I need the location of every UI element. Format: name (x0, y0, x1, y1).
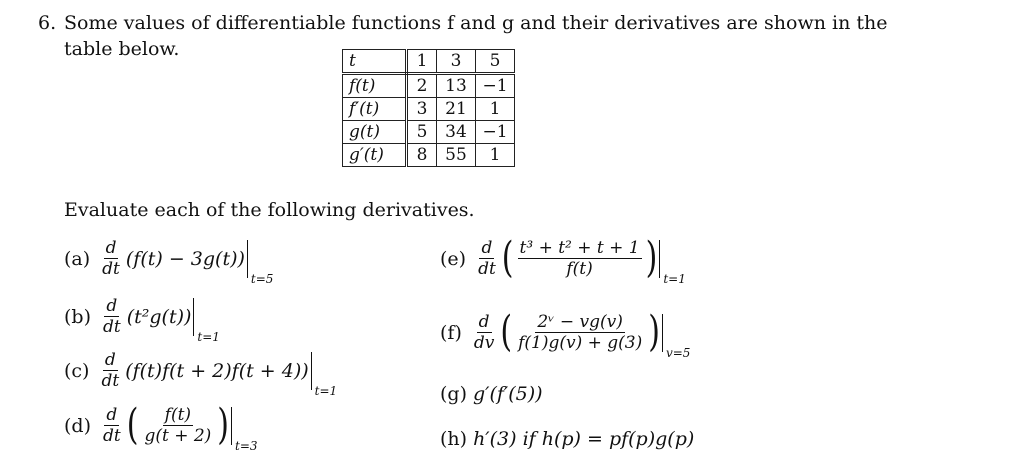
part-d (64, 400, 258, 453)
part-c-expression: (f(t)f(t + 2)f(t + 4)) (125, 359, 309, 382)
problem-number: 6. (38, 12, 57, 34)
part-f-fraction: $\frac{\text{2ᵛ − vg(v)}}{f(1)g(v) + g(3)}$ (518, 312, 643, 353)
part-f-label: (f) (440, 321, 462, 344)
part-a (64, 238, 274, 286)
table-cell: 5 (407, 121, 437, 144)
table-row (343, 98, 515, 121)
part-d-label: (d) (64, 414, 91, 437)
table-row-header: g(t) (343, 121, 407, 144)
part-d-left-paren: ( (126, 400, 139, 450)
table-row-header: f(t) (343, 74, 407, 98)
part-b-evaluation-point: t=1 (197, 329, 220, 344)
part-f-left-paren: ( (500, 307, 513, 357)
table-cell: 1 (476, 144, 515, 167)
part-e-evaluation-point: t=1 (663, 271, 686, 286)
part-c-evaluation-point: t=1 (314, 383, 338, 398)
problem-statement-line-1: Some values of differentiable functions f and g and their derivatives are shown in the (64, 12, 888, 34)
part-d-evaluation-point: t=3 (235, 438, 258, 453)
part-a-derivative-operator: $\frac{d}{dt}$ (102, 238, 120, 279)
table-row-header: f′(t) (343, 98, 407, 121)
part-a-label: (a) (64, 247, 91, 270)
instruction-text: Evaluate each of the following derivatives. (64, 199, 475, 221)
table-cell: 55 (437, 144, 476, 167)
table-row-header: t (343, 50, 407, 74)
part-b-evaluation-bar (193, 298, 220, 344)
part-a-evaluation-bar (247, 240, 274, 286)
part-g-label: (g) (440, 383, 467, 405)
values-table (342, 49, 515, 167)
table-cell: 2 (407, 74, 437, 98)
table-cell: 8 (407, 144, 437, 167)
table-row (343, 74, 515, 98)
part-e-label: (e) (440, 247, 467, 270)
table-row (343, 144, 515, 167)
part-g-expression: g′(f′(5)) (473, 383, 543, 405)
part-c-label: (c) (64, 359, 90, 382)
part-f-right-paren: ) (648, 307, 660, 357)
part-f (440, 307, 691, 360)
part-h-label: (h) (440, 428, 468, 450)
table-row (343, 121, 515, 144)
table-cell: 1 (476, 98, 515, 121)
part-e-right-paren: ) (645, 233, 658, 283)
part-e-derivative-operator: $\frac{d}{dt}$ (478, 238, 496, 279)
table-row (343, 50, 515, 74)
table-cell: −1 (476, 74, 515, 98)
part-d-right-paren: ) (217, 400, 230, 450)
table-cell: 13 (437, 74, 476, 98)
part-d-fraction: $\frac{f(t)}{g(t + 2)}$ (144, 405, 212, 446)
table-cell: 34 (437, 121, 476, 144)
table-cell: 1 (407, 50, 437, 74)
problem-statement-line-2: table below. (64, 38, 180, 60)
part-c-derivative-operator: $\frac{d}{dt}$ (101, 350, 120, 391)
part-d-derivative-operator: $\frac{d}{dt}$ (103, 405, 121, 446)
part-b-derivative-operator: $\frac{d}{dt}$ (103, 296, 121, 337)
part-b (64, 296, 220, 344)
part-e (440, 233, 686, 286)
part-d-evaluation-bar (231, 407, 258, 453)
part-c-evaluation-bar (311, 352, 338, 398)
part-h (440, 428, 694, 450)
part-e-left-paren: ( (501, 233, 514, 283)
table-row-header: g′(t) (343, 144, 407, 167)
part-e-evaluation-bar (659, 240, 686, 286)
part-f-evaluation-point: v=5 (665, 345, 691, 360)
part-g (440, 383, 543, 405)
table-cell: 3 (437, 50, 476, 74)
part-a-evaluation-point: t=5 (250, 271, 274, 286)
table-cell: −1 (476, 121, 515, 144)
table-cell: 3 (407, 98, 437, 121)
part-e-fraction: $\frac{\text{t³ + t² + t + 1}}{f(t)}$ (519, 238, 640, 279)
part-a-expression: (f(t) − 3g(t)) (125, 247, 245, 270)
part-f-evaluation-bar (662, 314, 691, 360)
part-b-expression: (t²g(t)) (126, 305, 192, 328)
part-b-label: (b) (64, 305, 91, 328)
part-f-derivative-operator: $\frac{d}{dv}$ (473, 312, 495, 353)
part-c (64, 350, 338, 398)
part-h-expression: h′(3) if h(p) = pf(p)g(p) (473, 428, 695, 450)
table-cell: 21 (437, 98, 476, 121)
table-cell: 5 (476, 50, 515, 74)
